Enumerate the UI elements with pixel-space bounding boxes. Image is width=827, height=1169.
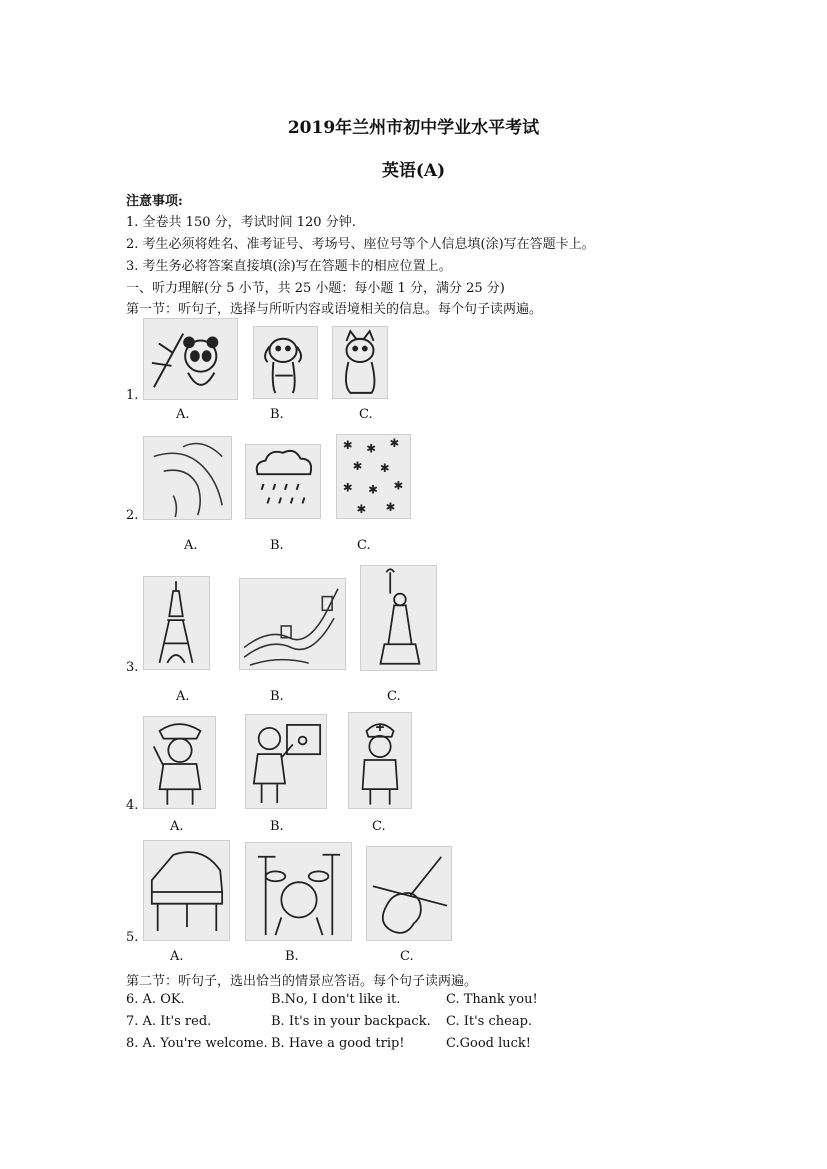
question-number: 1. xyxy=(126,388,139,403)
policeman-icon xyxy=(143,716,216,809)
option-label-c: C. xyxy=(400,949,414,964)
option-label-b: B. xyxy=(270,689,284,704)
option-label-c: C. xyxy=(357,538,371,553)
rain-icon xyxy=(245,444,321,519)
svg-text:✱: ✱ xyxy=(385,500,396,515)
svg-text:✱: ✱ xyxy=(389,435,400,450)
section2-heading: 第二节：听句子，选出恰当的情景应答语。每个句子读两遍。 xyxy=(126,974,478,989)
note-item-3: 3. 考生务必将答案直接填(涂)写在答题卡的相应位置上。 xyxy=(126,259,452,274)
answer-option: C. Thank you! xyxy=(446,992,538,1007)
page-title: 2019年兰州市初中学业水平考试 xyxy=(287,118,540,138)
drums-icon xyxy=(245,842,352,941)
option-label-b: B. xyxy=(270,819,284,834)
svg-text:✱: ✱ xyxy=(356,502,367,516)
eiffel-tower-icon xyxy=(143,576,210,670)
snow-icon xyxy=(336,434,411,519)
page-subtitle: 英语(A) xyxy=(381,161,446,181)
answer-option: 8. A. You're welcome. xyxy=(126,1036,268,1051)
svg-text:✱: ✱ xyxy=(342,480,353,495)
note-item-1: 1. 全卷共 150 分，考试时间 120 分钟. xyxy=(126,215,356,230)
answer-option: C. It's cheap. xyxy=(446,1014,533,1029)
svg-text:✱: ✱ xyxy=(393,478,404,493)
option-label-a: A. xyxy=(184,538,198,553)
answer-option: B.No, I don't like it. xyxy=(271,992,401,1007)
svg-text:✱: ✱ xyxy=(342,437,353,452)
option-label-b: B. xyxy=(285,949,299,964)
notes-heading: 注意事项: xyxy=(126,194,183,209)
question-number: 2. xyxy=(126,508,139,523)
option-label-a: A. xyxy=(170,949,184,964)
dog-icon xyxy=(253,326,318,399)
option-label-c: C. xyxy=(359,407,373,422)
svg-text:✱: ✱ xyxy=(352,459,363,474)
teacher-icon xyxy=(245,714,327,809)
option-label-a: A. xyxy=(176,689,190,704)
option-label-b: B. xyxy=(270,407,284,422)
option-label-c: C. xyxy=(387,689,401,704)
question-number: 4. xyxy=(126,798,139,813)
panda-icon xyxy=(143,318,238,400)
great-wall-icon xyxy=(239,578,346,670)
svg-text:✱: ✱ xyxy=(366,441,376,456)
option-label-b: B. xyxy=(270,538,284,553)
svg-text:✱: ✱ xyxy=(368,482,378,497)
doctor-icon xyxy=(348,712,412,809)
svg-text:✱: ✱ xyxy=(379,461,390,476)
section1-heading: 第一节：听句子，选择与所听内容或语境相关的信息。每个句子读两遍。 xyxy=(126,302,543,317)
statue-of-liberty-icon xyxy=(360,565,437,671)
part1-heading: 一、听力理解(分 5 小节，共 25 小题：每小题 1 分，满分 25 分) xyxy=(126,281,505,296)
answer-option: C.Good luck! xyxy=(446,1036,532,1051)
option-label-a: A. xyxy=(170,819,184,834)
answer-option: B. It's in your backpack. xyxy=(271,1014,431,1029)
piano-icon xyxy=(143,840,230,941)
option-label-a: A. xyxy=(176,407,190,422)
answer-option: 7. A. It's red. xyxy=(126,1014,212,1029)
question-number: 3. xyxy=(126,660,139,675)
answer-option: B. Have a good trip! xyxy=(271,1036,405,1051)
question-number: 5. xyxy=(126,930,139,945)
answer-option: 6. A. OK. xyxy=(126,992,185,1007)
wind-icon xyxy=(143,436,232,520)
cat-icon xyxy=(332,326,388,399)
violin-icon xyxy=(366,846,452,941)
option-label-c: C. xyxy=(372,819,386,834)
note-item-2: 2. 考生必须将姓名、准考证号、考场号、座位号等个人信息填(涂)写在答题卡上。 xyxy=(126,237,595,252)
